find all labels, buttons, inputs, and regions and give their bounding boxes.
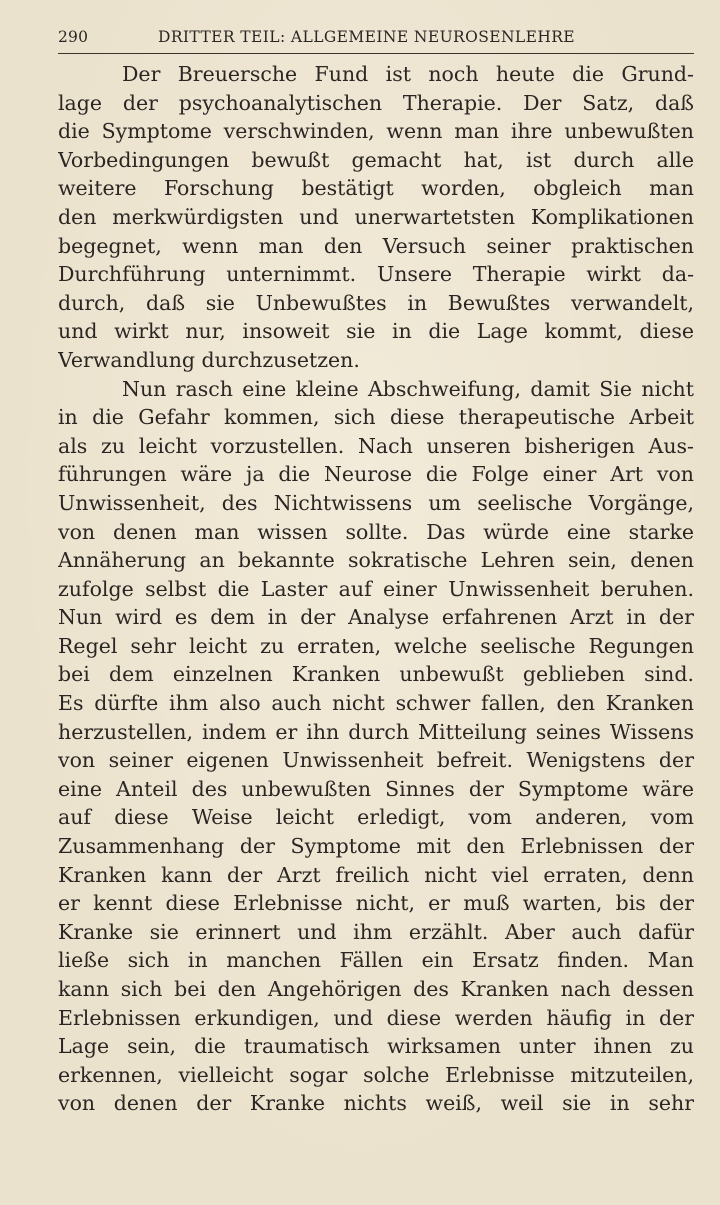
text-line: von denen man wissen sollte. Das würde eine starke — [58, 519, 694, 544]
text-line: weitere Forschung bestätigt worden, obgleich man — [58, 176, 694, 201]
text-line: Erlebnissen erkundigen, und diese werden häufig in der — [58, 1005, 694, 1030]
text-line: Unwissenheit, des Nichtwissens um seelische Vorgänge, — [58, 490, 694, 515]
text-line: Durchführung unternimmt. Unsere Therapie wirkt da- — [58, 262, 694, 287]
text-line: herzustellen, indem er ihn durch Mitteilung seines Wissens — [58, 719, 694, 744]
text-line: eine Anteil des unbewußten Sinnes der Symptome wäre — [58, 776, 694, 801]
text-line: begegnet, wenn man den Versuch seiner praktischen — [58, 233, 694, 258]
text-line: lage der psychoanalytischen Therapie. Der Satz, daß — [58, 90, 694, 115]
text-line: kann sich bei den Angehörigen des Kranken nach dessen — [58, 977, 694, 1001]
text-line: von seiner eigenen Unwissenheit befreit. Wenigstens der — [58, 748, 694, 773]
text-line: bei dem einzelnen Kranken unbewußt geblieben sind. — [58, 662, 694, 687]
text-line: Nun rasch eine kleine Abschweifung, damit Sie nicht — [122, 376, 694, 401]
text-line: Vorbedingungen bewußt gemacht hat, ist durch alle — [58, 147, 694, 172]
text-line: Annäherung an bekannte sokratische Lehren sein, denen — [58, 548, 694, 573]
text-line: als zu leicht vorzustellen. Nach unseren bisherigen Aus- — [58, 433, 694, 458]
text-line: durch, daß sie Unbewußtes in Bewußtes verwandelt, — [58, 290, 694, 315]
text-line: er kennt diese Erlebnisse nicht, er muß warten, bis der — [58, 891, 694, 916]
page-header — [58, 28, 694, 52]
page-number: 290 — [58, 28, 89, 46]
text-line: Es dürfte ihm also auch nicht schwer fallen, den Kranken — [58, 691, 694, 716]
text-line: erkennen, vielleicht sogar solche Erlebnisse mitzuteilen, — [58, 1062, 694, 1087]
running-head: DRITTER TEIL: ALLGEMEINE NEUROSENLEHRE — [158, 28, 576, 46]
text-line: führungen wäre ja die Neurose die Folge einer Art von — [58, 462, 694, 487]
text-line: Regel sehr leicht zu erraten, welche seelische Regungen — [58, 633, 694, 658]
text-line: Der Breuersche Fund ist noch heute die Grund- — [122, 62, 694, 86]
body-text — [58, 60, 694, 1118]
text-line: die Symptome verschwinden, wenn man ihre unbewußten — [58, 119, 694, 144]
text-line: Lage sein, die traumatisch wirksamen unter ihnen zu — [58, 1034, 694, 1059]
text-line: den merkwürdigsten und unerwartetsten Komplikationen — [58, 204, 694, 229]
text-line: ließe sich in manchen Fällen ein Ersatz finden. Man — [58, 948, 694, 973]
text-line: von denen der Kranke nichts weiß, weil sie in sehr — [58, 1091, 694, 1116]
text-line: Nun wird es dem in der Analyse erfahrenen Arzt in der — [58, 605, 694, 630]
text-line: in die Gefahr kommen, sich diese therapeutische Arbeit — [58, 405, 694, 430]
text-line: Kranke sie erinnert und ihm erzählt. Aber auch dafür — [58, 919, 694, 944]
text-line: zufolge selbst die Laster auf einer Unwissenheit beruhen. — [58, 576, 694, 601]
text-line: Kranken kann der Arzt freilich nicht viel erraten, denn — [58, 862, 694, 887]
header-rule — [58, 53, 694, 54]
text-line: Verwandlung durchzusetzen. — [58, 347, 360, 372]
text-line: auf diese Weise leicht erledigt, vom anderen, vom — [58, 805, 694, 830]
text-line: Zusammenhang der Symptome mit den Erlebnissen der — [58, 834, 694, 859]
text-line: und wirkt nur, insoweit sie in die Lage kommt, diese — [58, 319, 694, 344]
